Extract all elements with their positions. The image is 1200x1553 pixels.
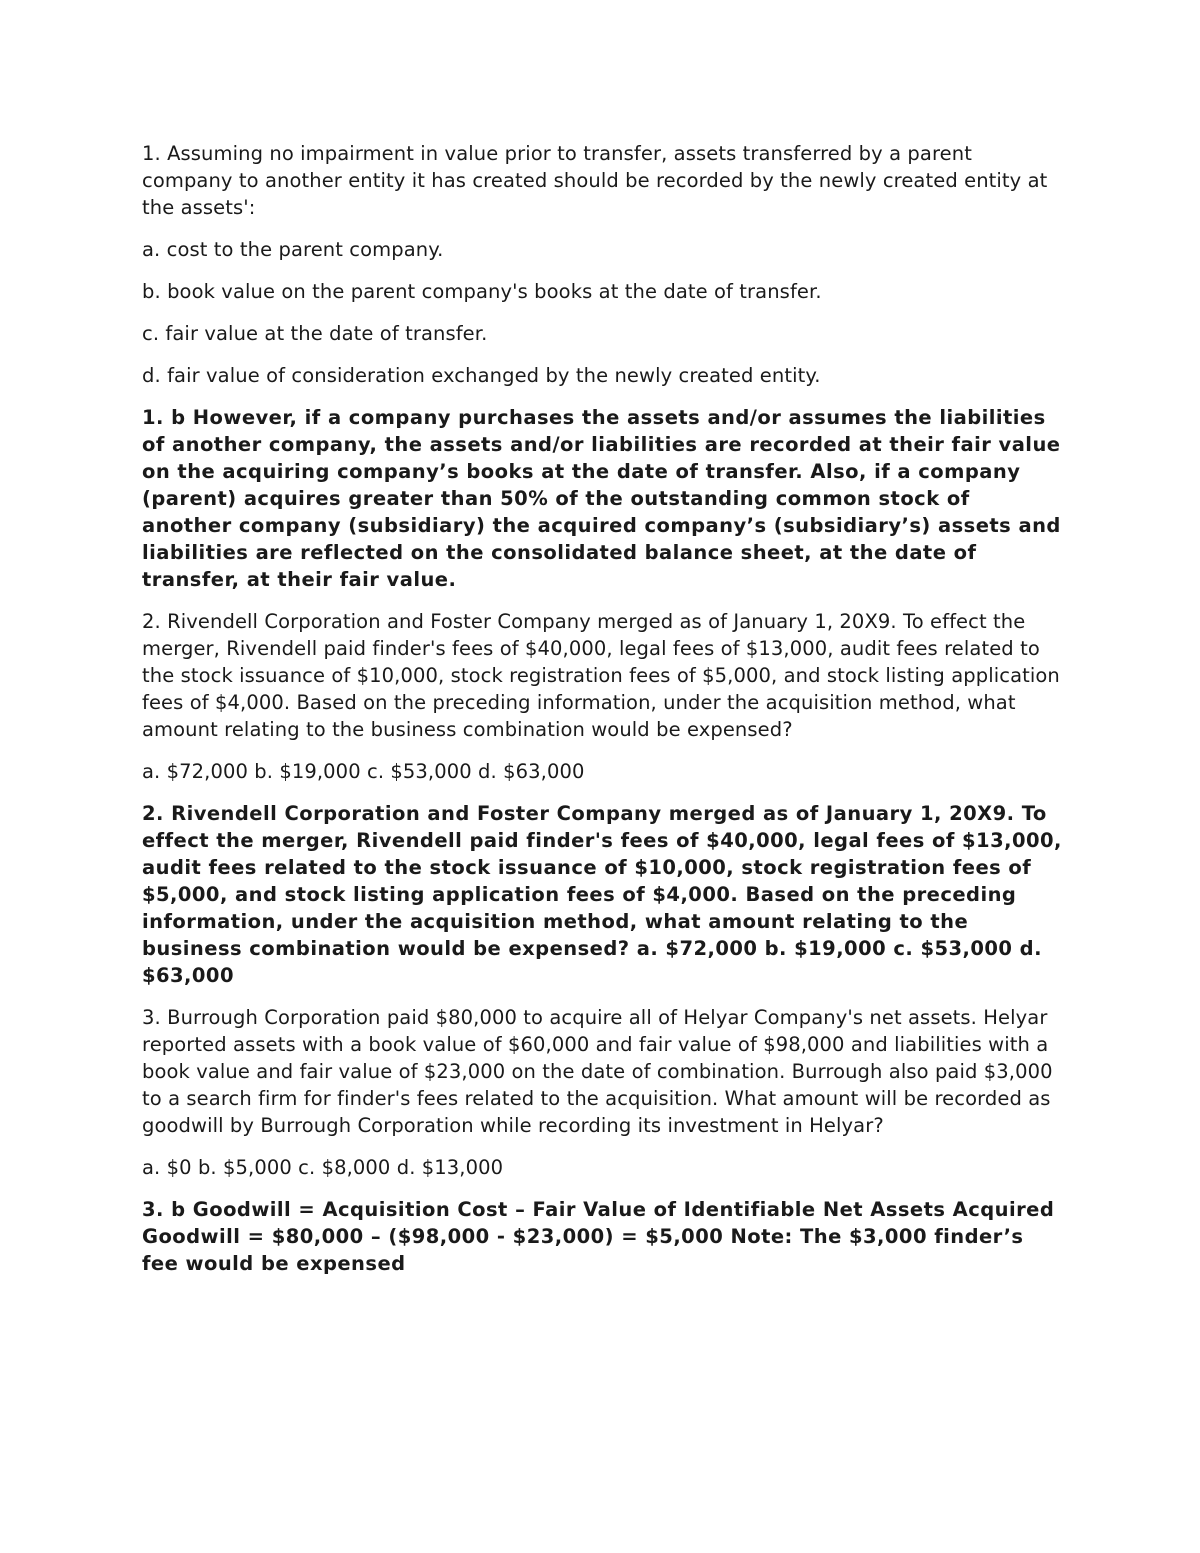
question-3-text: 3. Burrough Corporation paid $80,000 to acquire all of Helyar Company's net assets. Helyar reported assets with a book value of $60,000 and fair value of $98,000 and liabilities with a book value and fair value of $23,000 on the date of combination. Burrough also paid $3,000 to a search firm for finder's fees related to the acquisition. What amount will be recorded as goodwill by Burrough Corporation while recording its investment in Helyar? — [142, 1006, 1053, 1137]
question-1-option-b: b. book value on the parent company's books at the date of transfer. — [142, 280, 822, 303]
question-1-text: 1. Assuming no impairment in value prior to transfer, assets transferred by a parent company to another entity it has created should be recorded by the newly created entity at the assets': — [142, 142, 1048, 219]
question-2-text: 2. Rivendell Corporation and Foster Company merged as of January 1, 20X9. To effect the merger, Rivendell paid finder's fees of $40,000, legal fees of $13,000, audit fees related to the stock issuance of $10,000, stock registration fees of $5,000, and stock listing application fees of $4,000. Based on the preceding information, under the acquisition method, what amount relating to the business combination would be expensed? — [142, 610, 1060, 741]
question-3-options: a. $0 b. $5,000 c. $8,000 d. $13,000 — [142, 1156, 504, 1179]
question-1-option-d: d. fair value of consideration exchanged by the newly created entity. — [142, 364, 821, 387]
question-2-options: a. $72,000 b. $19,000 c. $53,000 d. $63,000 — [142, 760, 585, 783]
question-1-option-a: a. cost to the parent company. — [142, 238, 444, 261]
question-1-answer: 1. b However, if a company purchases the assets and/or assumes the liabilities of another company, the assets and/or liabilities are recorded at their fair value on the acquiring company’s books at the date of transfer. Also, if a company (parent) acquires greater than 50% of the outstanding common stock of another company (subsidiary) the acquired company’s (subsidiary’s) assets and liabilities are reflected on the consolidated balance sheet, at the date of transfer, at their fair value. — [142, 406, 1061, 591]
question-2-answer: 2. Rivendell Corporation and Foster Company merged as of January 1, 20X9. To effect the merger, Rivendell paid finder's fees of $40,000, legal fees of $13,000, audit fees related to the stock issuance of $10,000, stock registration fees of $5,000, and stock listing application fees of $4,000. Based on the preceding information, under the acquisition method, what amount relating to the business combination would be expensed? a. $72,000 b. $19,000 c. $53,000 d. $63,000 — [142, 802, 1062, 987]
question-3-answer: 3. b Goodwill = Acquisition Cost – Fair Value of Identifiable Net Assets Acquired Goodwill = $80,000 – ($98,000 - $23,000) = $5,000 Note: The $3,000 finder’s fee would be expensed — [142, 1198, 1055, 1275]
document-body — [142, 140, 1062, 1292]
question-1-option-c: c. fair value at the date of transfer. — [142, 322, 488, 345]
